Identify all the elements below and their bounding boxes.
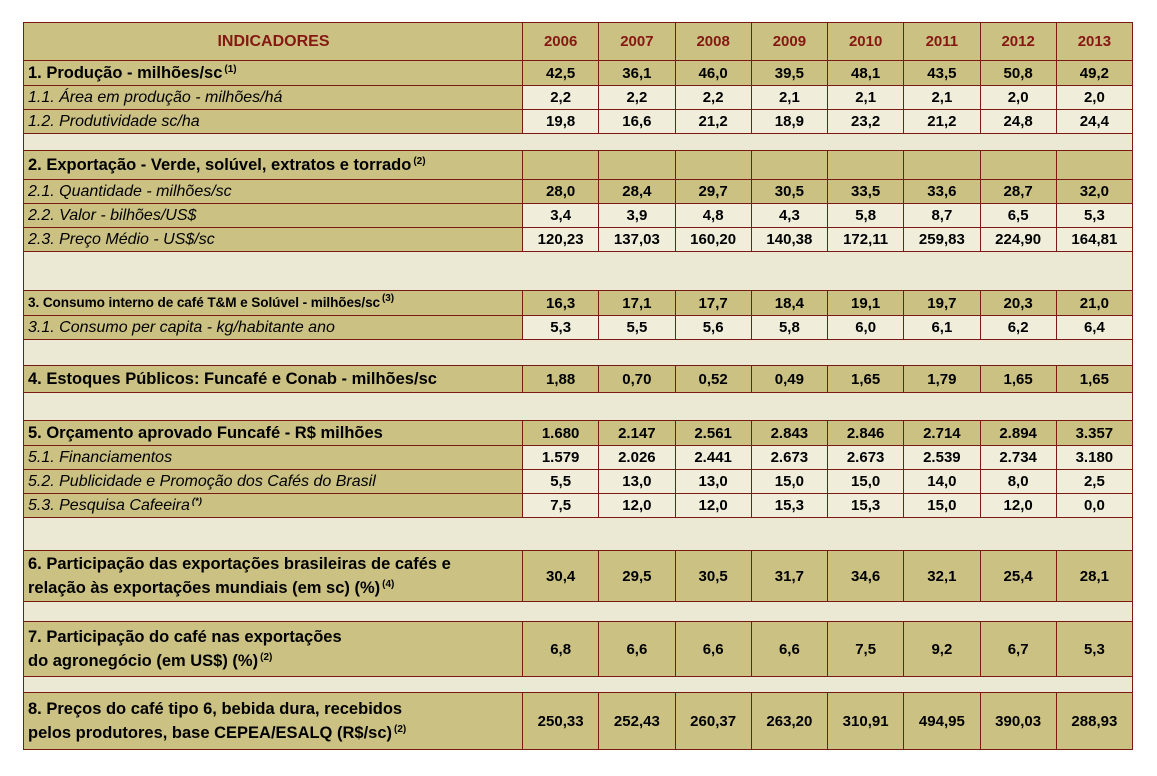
row-label-line: 8. Preços do café tipo 6, bebida dura, recebidos — [28, 700, 403, 718]
value-cell: 48,1 — [827, 61, 903, 85]
footnote-marker: (2) — [413, 155, 426, 167]
table-row-3 — [24, 290, 1132, 315]
value-cell: 5,8 — [751, 316, 827, 339]
row-label-line: 5.3. Pesquisa Cafeeira (*) — [28, 495, 202, 514]
value-cell: 42,5 — [522, 61, 598, 85]
spacer-row — [24, 676, 1132, 692]
value-cell: 390,03 — [980, 693, 1056, 749]
value-cell — [827, 151, 903, 179]
value-cell: 28,4 — [598, 180, 674, 203]
table-row-2 — [24, 150, 1132, 179]
value-cell — [522, 151, 598, 179]
table-row-1.2 — [24, 109, 1132, 133]
value-cell: 19,8 — [522, 110, 598, 133]
value-cell: 29,7 — [675, 180, 751, 203]
row-label — [24, 291, 522, 315]
value-cell: 4,8 — [675, 204, 751, 227]
value-cell: 2.846 — [827, 421, 903, 445]
value-cell: 250,33 — [522, 693, 598, 749]
value-cell: 2.734 — [980, 446, 1056, 469]
value-cell: 2.673 — [751, 446, 827, 469]
table-row-5.3 — [24, 493, 1132, 517]
value-cell: 137,03 — [598, 228, 674, 251]
value-cell: 2,2 — [522, 86, 598, 109]
row-label-line: 7. Participação do café nas exportações — [28, 628, 342, 646]
row-label-line: 1. Produção - milhões/sc $^{(1)}$ — [28, 63, 237, 82]
value-cell: 3.357 — [1056, 421, 1132, 445]
value-cell: 36,1 — [598, 61, 674, 85]
value-cell: 5,6 — [675, 316, 751, 339]
value-cell: 12,0 — [598, 494, 674, 517]
value-cell: 34,6 — [827, 551, 903, 601]
value-cell: 6,7 — [980, 622, 1056, 676]
value-cell: 13,0 — [675, 470, 751, 493]
spacer-row — [24, 133, 1132, 150]
value-cell — [598, 151, 674, 179]
table-row-2.3 — [24, 227, 1132, 251]
value-cell: 33,6 — [903, 180, 979, 203]
value-cell: 0,49 — [751, 366, 827, 392]
year-header-2006: 2006 — [522, 23, 598, 60]
table-row-2.1 — [24, 179, 1132, 203]
value-cell: 0,0 — [1056, 494, 1132, 517]
value-cell: 6,4 — [1056, 316, 1132, 339]
value-cell: 15,0 — [903, 494, 979, 517]
value-cell: 140,38 — [751, 228, 827, 251]
row-label — [24, 551, 522, 601]
table-row-1.1 — [24, 85, 1132, 109]
year-header-2013: 2013 — [1056, 23, 1132, 60]
footnote-marker: (*) — [191, 495, 202, 507]
row-label-line: 2.3. Preço Médio - US$/sc — [28, 231, 215, 248]
row-label-line: 1.2. Produtividade sc/ha — [28, 113, 200, 130]
value-cell: 5,5 — [598, 316, 674, 339]
value-cell: 16,6 — [598, 110, 674, 133]
footnote-marker: (1) — [224, 63, 237, 75]
value-cell: 259,83 — [903, 228, 979, 251]
value-cell: 263,20 — [751, 693, 827, 749]
value-cell: 32,1 — [903, 551, 979, 601]
value-cell: 19,7 — [903, 291, 979, 315]
row-label-line: 3. Consumo interno de café T&M e Solúvel - milhões/sc $^{(3)}$ — [28, 293, 394, 310]
year-header-2011: 2011 — [903, 23, 979, 60]
value-cell — [675, 151, 751, 179]
value-cell: 2,0 — [1056, 86, 1132, 109]
row-label — [24, 228, 522, 251]
row-label — [24, 494, 522, 517]
table-row-6 — [24, 550, 1132, 601]
value-cell: 0,52 — [675, 366, 751, 392]
value-cell: 19,1 — [827, 291, 903, 315]
value-cell: 1.680 — [522, 421, 598, 445]
row-label-line: 2.1. Quantidade - milhões/sc — [28, 183, 232, 200]
value-cell: 2.714 — [903, 421, 979, 445]
value-cell: 1,65 — [980, 366, 1056, 392]
value-cell: 17,7 — [675, 291, 751, 315]
value-cell: 2.673 — [827, 446, 903, 469]
table-header-row — [24, 23, 1132, 60]
value-cell: 2.843 — [751, 421, 827, 445]
value-cell: 6,2 — [980, 316, 1056, 339]
value-cell: 8,0 — [980, 470, 1056, 493]
footnote-marker: (2) — [260, 651, 273, 663]
value-cell: 15,0 — [751, 470, 827, 493]
row-label-line: 4. Estoques Públicos: Funcafé e Conab - milhões/sc — [28, 370, 437, 388]
value-cell: 3,9 — [598, 204, 674, 227]
table-row-4 — [24, 365, 1132, 392]
value-cell: 33,5 — [827, 180, 903, 203]
value-cell: 18,4 — [751, 291, 827, 315]
value-cell: 15,0 — [827, 470, 903, 493]
value-cell: 2,2 — [598, 86, 674, 109]
value-cell: 5,3 — [1056, 622, 1132, 676]
row-label — [24, 622, 522, 676]
value-cell: 2.147 — [598, 421, 674, 445]
value-cell: 172,11 — [827, 228, 903, 251]
row-label — [24, 446, 522, 469]
spacer-row — [24, 601, 1132, 621]
value-cell: 7,5 — [522, 494, 598, 517]
row-label — [24, 110, 522, 133]
value-cell: 14,0 — [903, 470, 979, 493]
value-cell: 3.180 — [1056, 446, 1132, 469]
value-cell: 21,0 — [1056, 291, 1132, 315]
value-cell: 5,3 — [1056, 204, 1132, 227]
row-label-line: 3.1. Consumo per capita - kg/habitante ano — [28, 319, 335, 336]
value-cell: 2,1 — [751, 86, 827, 109]
row-label-line: 5.2. Publicidade e Promoção dos Cafés do Brasil — [28, 473, 376, 490]
row-label — [24, 180, 522, 203]
year-header-2010: 2010 — [827, 23, 903, 60]
value-cell: 310,91 — [827, 693, 903, 749]
table-row-5.2 — [24, 469, 1132, 493]
value-cell: 31,7 — [751, 551, 827, 601]
year-header-2008: 2008 — [675, 23, 751, 60]
value-cell: 2,0 — [980, 86, 1056, 109]
value-cell: 2,1 — [903, 86, 979, 109]
value-cell: 2.561 — [675, 421, 751, 445]
value-cell: 9,2 — [903, 622, 979, 676]
value-cell: 2.539 — [903, 446, 979, 469]
value-cell: 21,2 — [903, 110, 979, 133]
row-label — [24, 693, 522, 749]
table-row-5.1 — [24, 445, 1132, 469]
value-cell: 23,2 — [827, 110, 903, 133]
value-cell: 24,4 — [1056, 110, 1132, 133]
spacer-row — [24, 251, 1132, 290]
value-cell: 2,5 — [1056, 470, 1132, 493]
row-label-line: pelos produtores, base CEPEA/ESALQ (R$/sc) $^{(2)}$ — [28, 723, 407, 742]
value-cell: 30,5 — [751, 180, 827, 203]
value-cell: 15,3 — [751, 494, 827, 517]
value-cell: 1.579 — [522, 446, 598, 469]
value-cell: 17,1 — [598, 291, 674, 315]
value-cell — [980, 151, 1056, 179]
value-cell: 30,4 — [522, 551, 598, 601]
value-cell: 260,37 — [675, 693, 751, 749]
value-cell: 2,1 — [827, 86, 903, 109]
value-cell: 160,20 — [675, 228, 751, 251]
indicators-table — [23, 22, 1133, 750]
year-header-2012: 2012 — [980, 23, 1056, 60]
value-cell: 43,5 — [903, 61, 979, 85]
value-cell: 6,8 — [522, 622, 598, 676]
value-cell: 1,65 — [827, 366, 903, 392]
indicators-header-cell: INDICADORES — [24, 23, 522, 60]
value-cell: 32,0 — [1056, 180, 1132, 203]
year-header-2009: 2009 — [751, 23, 827, 60]
value-cell: 6,6 — [598, 622, 674, 676]
value-cell: 1,79 — [903, 366, 979, 392]
row-label — [24, 366, 522, 392]
value-cell: 1,88 — [522, 366, 598, 392]
value-cell — [1056, 151, 1132, 179]
value-cell — [751, 151, 827, 179]
value-cell: 24,8 — [980, 110, 1056, 133]
row-label-line: relação às exportações mundiais (em sc) (%) $^{(4)}$ — [28, 578, 395, 597]
value-cell: 6,6 — [675, 622, 751, 676]
row-label — [24, 151, 522, 179]
value-cell: 2.894 — [980, 421, 1056, 445]
value-cell: 5,8 — [827, 204, 903, 227]
table-row-3.1 — [24, 315, 1132, 339]
value-cell: 28,7 — [980, 180, 1056, 203]
value-cell: 6,0 — [827, 316, 903, 339]
value-cell: 12,0 — [675, 494, 751, 517]
spacer-row — [24, 339, 1132, 365]
footnote-marker: (2) — [394, 723, 407, 735]
value-cell — [903, 151, 979, 179]
value-cell: 28,0 — [522, 180, 598, 203]
row-label-line: 5. Orçamento aprovado Funcafé - R$ milhões — [28, 424, 383, 442]
value-cell: 28,1 — [1056, 551, 1132, 601]
value-cell: 1,65 — [1056, 366, 1132, 392]
value-cell: 6,6 — [751, 622, 827, 676]
row-label-line: 6. Participação das exportações brasileiras de cafés e — [28, 555, 451, 573]
value-cell: 20,3 — [980, 291, 1056, 315]
value-cell: 120,23 — [522, 228, 598, 251]
row-label — [24, 470, 522, 493]
value-cell: 49,2 — [1056, 61, 1132, 85]
row-label-line: 5.1. Financiamentos — [28, 449, 173, 466]
value-cell: 12,0 — [980, 494, 1056, 517]
value-cell: 5,3 — [522, 316, 598, 339]
value-cell: 4,3 — [751, 204, 827, 227]
row-label — [24, 204, 522, 227]
value-cell: 25,4 — [980, 551, 1056, 601]
footnote-marker: (4) — [382, 578, 395, 590]
table-row-7 — [24, 621, 1132, 676]
value-cell: 7,5 — [827, 622, 903, 676]
row-label-line: 1.1. Área em produção - milhões/há — [28, 89, 283, 106]
value-cell: 8,7 — [903, 204, 979, 227]
value-cell: 6,1 — [903, 316, 979, 339]
value-cell: 288,93 — [1056, 693, 1132, 749]
row-label-line: 2. Exportação - Verde, solúvel, extratos e torrado $^{(2)}$ — [28, 155, 426, 174]
year-header-2007: 2007 — [598, 23, 674, 60]
value-cell: 30,5 — [675, 551, 751, 601]
value-cell: 494,95 — [903, 693, 979, 749]
value-cell: 224,90 — [980, 228, 1056, 251]
value-cell: 46,0 — [675, 61, 751, 85]
value-cell: 39,5 — [751, 61, 827, 85]
table-row-8 — [24, 692, 1132, 749]
footnote-marker: (3) — [382, 293, 394, 305]
row-label — [24, 86, 522, 109]
value-cell: 15,3 — [827, 494, 903, 517]
value-cell: 0,70 — [598, 366, 674, 392]
table-row-5 — [24, 420, 1132, 445]
value-cell: 2.026 — [598, 446, 674, 469]
table-row-1 — [24, 60, 1132, 85]
spacer-row — [24, 392, 1132, 420]
value-cell: 18,9 — [751, 110, 827, 133]
row-label — [24, 61, 522, 85]
value-cell: 16,3 — [522, 291, 598, 315]
value-cell: 2.441 — [675, 446, 751, 469]
value-cell: 5,5 — [522, 470, 598, 493]
row-label — [24, 316, 522, 339]
value-cell: 252,43 — [598, 693, 674, 749]
value-cell: 3,4 — [522, 204, 598, 227]
value-cell: 21,2 — [675, 110, 751, 133]
value-cell: 13,0 — [598, 470, 674, 493]
row-label-line: do agronegócio (em US$) (%) $^{(2)}$ — [28, 651, 273, 670]
value-cell: 6,5 — [980, 204, 1056, 227]
row-label-line: 2.2. Valor - bilhões/US$ — [28, 207, 197, 224]
spacer-row — [24, 517, 1132, 550]
value-cell: 164,81 — [1056, 228, 1132, 251]
row-label — [24, 421, 522, 445]
value-cell: 2,2 — [675, 86, 751, 109]
table-row-2.2 — [24, 203, 1132, 227]
value-cell: 50,8 — [980, 61, 1056, 85]
value-cell: 29,5 — [598, 551, 674, 601]
